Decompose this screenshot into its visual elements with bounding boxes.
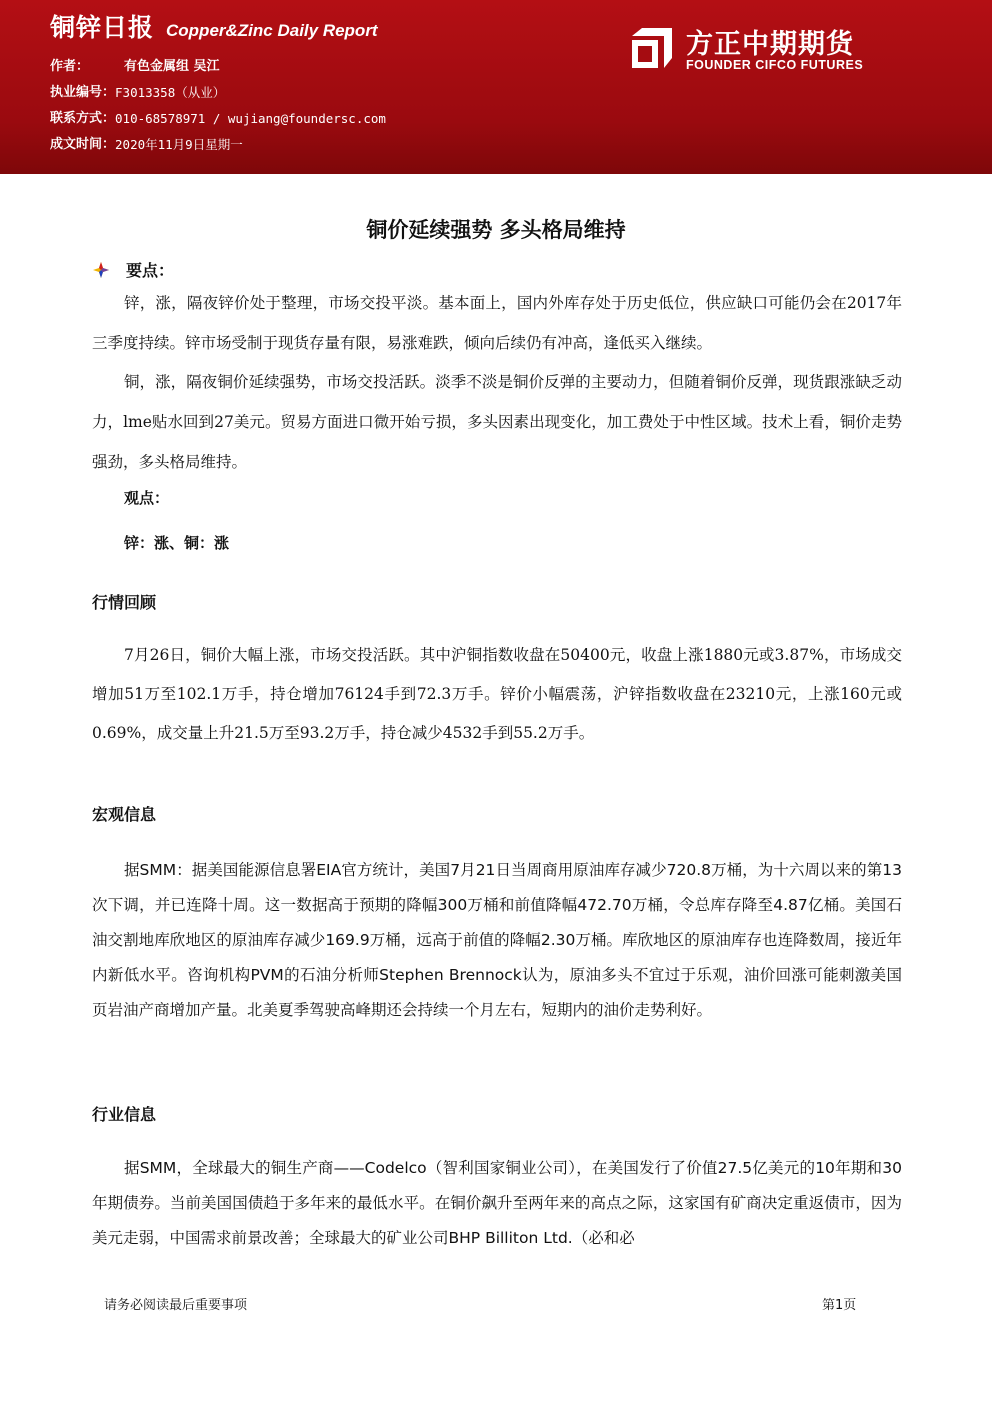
company-logo — [628, 20, 888, 76]
keypoints-heading — [92, 258, 174, 281]
author-label: 作者： — [50, 59, 90, 74]
section-text-industry: 据SMM，全球最大的铜生产商——Codelco（智利国家铜业公司），在美国发行了价值27.5亿美元的10年期和30年期债券。当前美国国债趋于多年来的最低水平。在铜价飙升至两年来的高点之际，这家国有矿商决定重返债市，因为美元走弱，中国需求前景改善；全球最大的矿业公司BHP Billiton Ltd.（必和必 — [92, 1159, 902, 1247]
founder-logo-icon — [628, 24, 676, 72]
section-heading-industry: 行业信息 — [92, 1105, 157, 1124]
report-title-cn: 铜锌日报 — [50, 13, 155, 42]
section-heading-macro: 宏观信息 — [92, 805, 157, 824]
license-label: 执业编号： — [50, 85, 116, 100]
section-heading-market-review: 行情回顾 — [92, 593, 157, 612]
section-text-macro: 据SMM：据美国能源信息署EIA官方统计，美国7月21日当周商用原油库存减少720.8万桶，为十六周以来的第13次下调，并已连降十周。这一数据高于预期的降幅300万桶和前值降幅472.70万桶，令总库存降至4.87亿桶。美国石油交割地库欣地区的原油库存减少169.9万桶，远高于前值的降幅2.30万桶。库欣地区的原油库存也连降数周，接近年内新低水平。咨询机构PVM的石油分析师Stephen Brennock认为，原油多头不宜过于乐观，油价回涨可能刺激美国页岩油产商增加产量。北美夏季驾驶高峰期还会持续一个月左右，短期内的油价走势利好。 — [92, 861, 902, 1019]
logo-text-cn: 方正中期期货 — [686, 29, 854, 60]
keypoint-copper: 铜，涨，隔夜铜价延续强势，市场交投活跃。淡季不淡是铜价反弹的主要动力，但随着铜价反弹，现货跟涨缺乏动力，lme贴水回到27美元。贸易方面进口微开始亏损，多头因素出现变化，加工费处于中性区域。技术上看，铜价走势强劲，多头格局维持。 — [92, 373, 902, 471]
report-title-en: Copper&Zinc Daily Report — [166, 21, 378, 40]
contact-value: 010-68578971 / wujiang@foundersc.com — [115, 111, 386, 126]
keypoints-label: 要点： — [126, 261, 175, 280]
date-row — [50, 132, 386, 158]
view-value: 锌：涨、铜：涨 — [124, 534, 230, 552]
logo-text-en: FOUNDER CIFCO FUTURES — [686, 58, 864, 72]
keypoint-zinc: 锌，涨，隔夜锌价处于整理，市场交投平淡。基本面上，国内外库存处于历史低位，供应缺口可能仍会在2017年三季度持续。锌市场受制于现货存量有限，易涨难跌，倾向后续仍有冲高，逢低买入继续。 — [92, 294, 902, 352]
report-title-row — [50, 8, 378, 44]
date-value: 2020年11月9日星期一 — [115, 137, 243, 152]
footer-notice: 请务必阅读最后重要事项 — [104, 1298, 248, 1313]
date-label: 成文时间： — [50, 137, 116, 152]
report-header — [0, 0, 992, 174]
license-row — [50, 80, 386, 106]
license-value: F3013358（从业） — [115, 85, 226, 100]
author-value: 有色金属组 吴江 — [124, 59, 220, 74]
contact-label: 联系方式： — [50, 111, 116, 126]
document-title: 铜价延续强势 多头格局维持 — [366, 218, 626, 242]
author-meta — [50, 54, 386, 158]
footer-page-number: 第1页 — [822, 1298, 857, 1313]
author-row — [50, 54, 386, 80]
bullet-diamond-icon — [92, 261, 110, 279]
view-label: 观点： — [124, 489, 170, 507]
section-text-market-review: 7月26日，铜价大幅上涨，市场交投活跃。其中沪铜指数收盘在50400元，收盘上涨1880元或3.87%，市场成交增加51万至102.1万手，持仓增加76124手到72.3万手。锌价小幅震荡，沪锌指数收盘在23210元，上涨160元或0.69%，成交量上升21.5万至93.2万手，持仓减少4532手到55.2万手。 — [92, 646, 902, 742]
contact-row — [50, 106, 386, 132]
